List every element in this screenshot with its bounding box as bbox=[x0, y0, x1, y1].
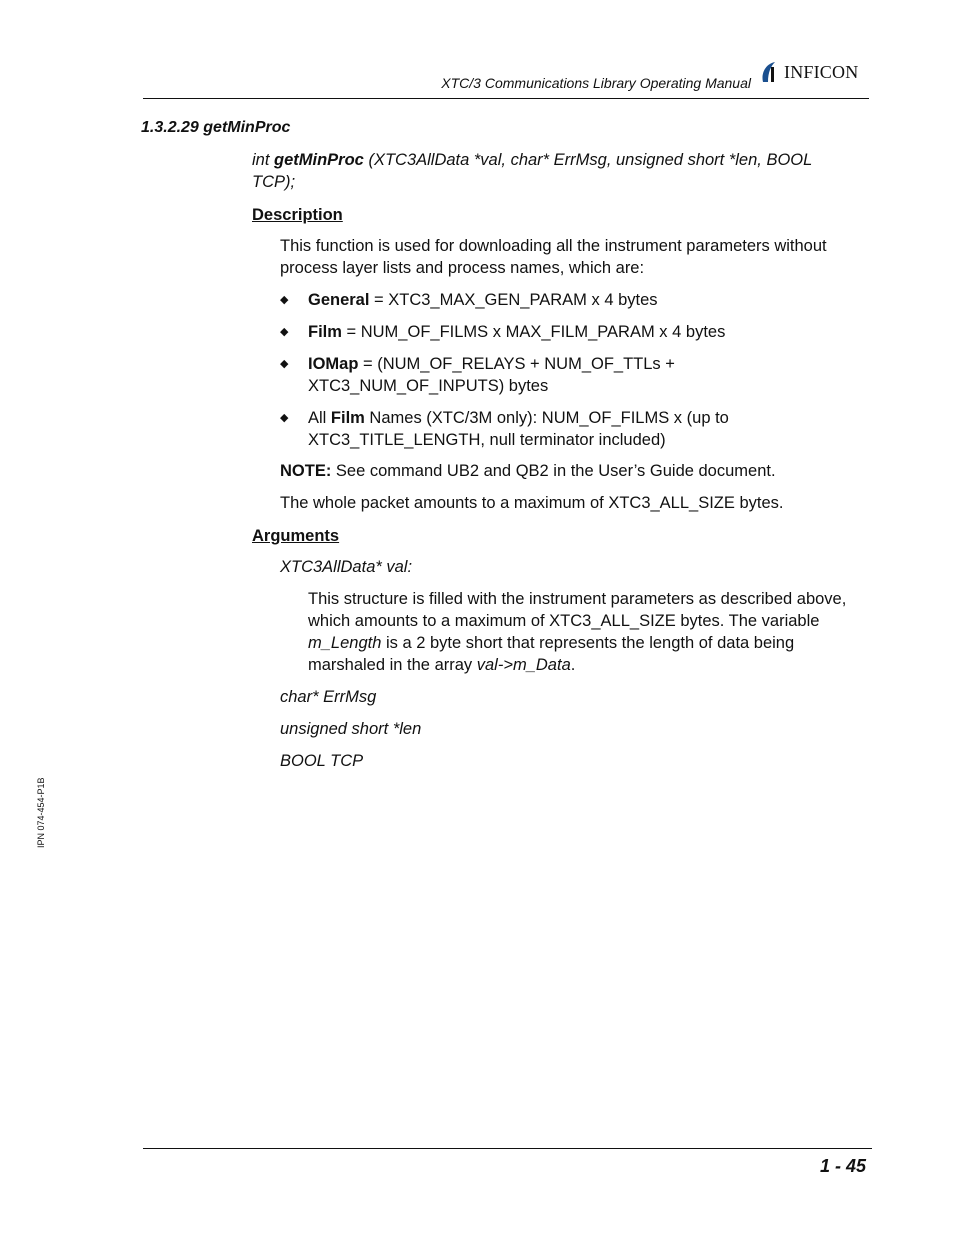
manual-title: XTC/3 Communications Library Operating Manual bbox=[441, 75, 751, 91]
logo-text: INFICON bbox=[784, 62, 859, 82]
arg-desc-m-length: m_Length bbox=[308, 634, 382, 652]
signature-params-line2: TCP); bbox=[252, 173, 296, 191]
list-item bbox=[280, 321, 870, 343]
arg-len: unsigned short *len bbox=[280, 720, 422, 738]
inficon-logo bbox=[759, 58, 858, 86]
arg-tcp: BOOL TCP bbox=[280, 752, 364, 770]
arg-val: XTC3AllData* val: bbox=[280, 558, 413, 576]
arg-val-description bbox=[308, 588, 873, 676]
page-number: 1 - 45 bbox=[819, 1156, 866, 1176]
bullet-bold: General bbox=[308, 291, 370, 309]
description-text bbox=[280, 235, 870, 279]
arg-desc-line1: This structure is filled with the instrument parameters as described above, bbox=[308, 590, 847, 608]
note bbox=[280, 460, 870, 482]
bullet-text-line2: XTC3_NUM_OF_INPUTS) bytes bbox=[308, 377, 549, 395]
bullet-text: = (NUM_OF_RELAYS + NUM_OF_TTLs + bbox=[358, 355, 675, 373]
list-item bbox=[280, 407, 870, 451]
bullet-pre: All bbox=[308, 409, 331, 427]
note-label: NOTE: bbox=[280, 462, 332, 480]
arg-desc-line2: which amounts to a maximum of XTC3_ALL_SIZE bytes. The variable bbox=[308, 612, 820, 630]
diamond-bullet-icon: ◆ bbox=[280, 412, 289, 424]
bullet-text: Names (XTC/3M only): NUM_OF_FILMS x (up to bbox=[364, 409, 729, 427]
side-ipn-code: IPN 074-454-P1B bbox=[36, 777, 46, 848]
function-signature bbox=[252, 149, 867, 193]
bullet-bold: Film bbox=[308, 323, 342, 341]
bullet-text: = XTC3_MAX_GEN_PARAM x 4 bytes bbox=[369, 291, 658, 309]
arg-errmsg: char* ErrMsg bbox=[280, 688, 377, 706]
diamond-bullet-icon: ◆ bbox=[280, 326, 289, 338]
inficon-logo-icon bbox=[759, 60, 781, 84]
bullet-bold: Film bbox=[330, 409, 365, 427]
packet-text: The whole packet amounts to a maximum of XTC3_ALL_SIZE bytes. bbox=[280, 494, 784, 512]
list-item bbox=[280, 289, 870, 311]
description-line1: This function is used for downloading all the instrument parameters without bbox=[280, 237, 827, 255]
arg-desc-line3: is a 2 byte short that represents the length of data being bbox=[381, 634, 795, 652]
arguments-heading: Arguments bbox=[252, 527, 340, 545]
bullet-text-line2: XTC3_TITLE_LENGTH, null terminator included) bbox=[308, 431, 666, 449]
arg-desc-line4-post: . bbox=[570, 656, 576, 674]
list-item bbox=[280, 353, 870, 397]
footer-rule bbox=[143, 1148, 872, 1149]
description-line2: process layer lists and process names, which are: bbox=[280, 259, 645, 277]
signature-name: getMinProc bbox=[274, 151, 364, 169]
diamond-bullet-icon: ◆ bbox=[280, 358, 289, 370]
arg-desc-line4-pre: marshaled in the array bbox=[308, 656, 477, 674]
bullet-bold: IOMap bbox=[308, 355, 359, 373]
note-text: See command UB2 and QB2 in the User’s Guide document. bbox=[331, 462, 776, 480]
arg-desc-m-data: val->m_Data bbox=[476, 656, 571, 674]
diamond-bullet-icon: ◆ bbox=[280, 294, 289, 306]
header-rule bbox=[143, 98, 869, 99]
section-title: 1.3.2.29 getMinProc bbox=[141, 119, 291, 136]
signature-params-line1: (XTC3AllData *val, char* ErrMsg, unsigned short *len, BOOL bbox=[363, 151, 813, 169]
bullet-text: = NUM_OF_FILMS x MAX_FILM_PARAM x 4 bytes bbox=[341, 323, 726, 341]
signature-prefix: int bbox=[252, 151, 275, 169]
description-heading: Description bbox=[252, 206, 343, 224]
